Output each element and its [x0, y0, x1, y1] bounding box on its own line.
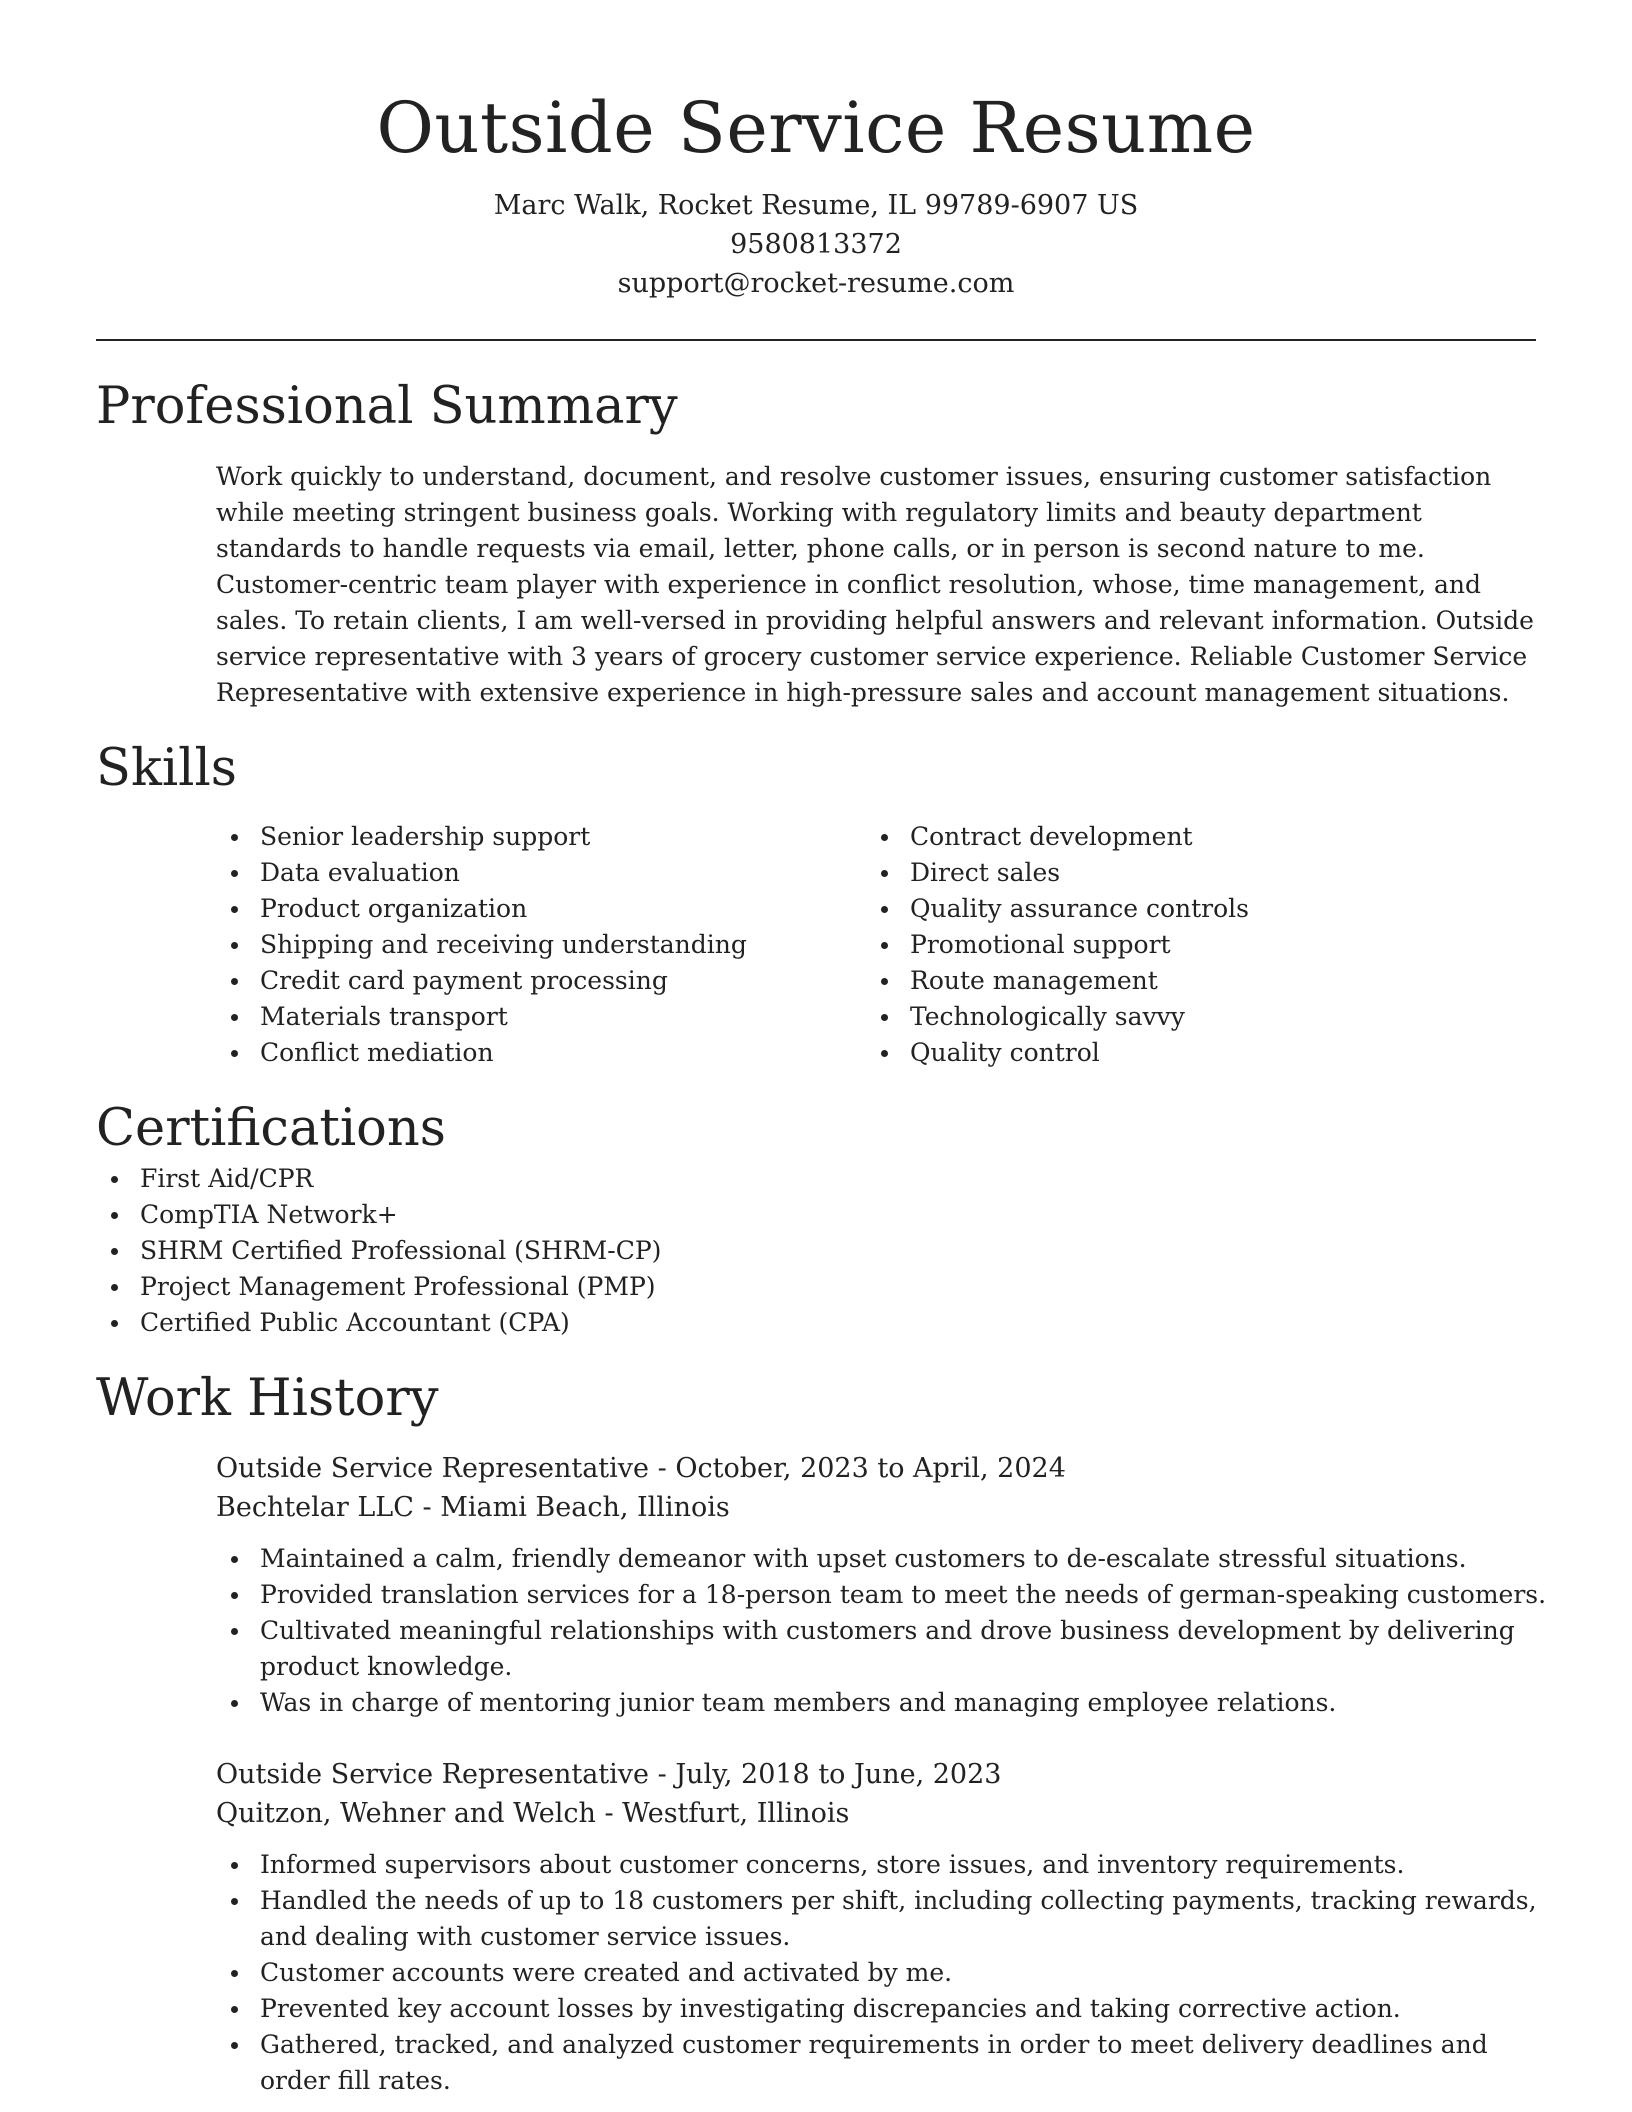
- job-role: Outside Service Representative: [216, 1453, 650, 1484]
- certifications-list: [96, 1161, 1536, 1341]
- skills-heading: Skills: [96, 739, 237, 798]
- skill-item: Materials transport: [216, 999, 866, 1035]
- skill-item: Conflict mediation: [216, 1035, 866, 1071]
- certification-item: Certified Public Accountant (CPA): [96, 1305, 1536, 1341]
- job-dates: July, 2018 to June, 2023: [675, 1759, 1002, 1790]
- separator: -: [657, 1453, 667, 1484]
- job-bullet: Cultivated meaningful relationships with customers and drove business development by delivering product knowledge.: [216, 1613, 1546, 1685]
- job-bullet: Customer accounts were created and activated by me.: [216, 1955, 1546, 1991]
- job-entry: [216, 1449, 1547, 1721]
- job-location: Miami Beach, Illinois: [440, 1492, 730, 1523]
- job-bullet: Handled the needs of up to 18 customers per shift, including collecting payments, tracking rewards, and dealing with customer service issues.: [216, 1883, 1546, 1955]
- skills-columns: [216, 819, 1536, 1071]
- job-bullet: Provided translation services for a 18-person team to meet the needs of german-speaking customers.: [216, 1577, 1546, 1613]
- contact-block: [96, 186, 1536, 303]
- work-history-heading: Work History: [96, 1369, 439, 1428]
- job-role: Outside Service Representative: [216, 1759, 650, 1790]
- skill-item: Senior leadership support: [216, 819, 866, 855]
- skill-item: Shipping and receiving understanding: [216, 927, 866, 963]
- header-divider: [96, 339, 1536, 341]
- skill-item: Direct sales: [866, 855, 1516, 891]
- job-title-line: [216, 1755, 1536, 1794]
- job-title-line: [216, 1449, 1536, 1488]
- job-bullets: [216, 1847, 1546, 2099]
- summary-text: Work quickly to understand, document, and resolve customer issues, ensuring customer satisfaction while meeting stringent business goals. Working with regulatory limits and beauty department standards to handle requests via email, letter, phone calls, or in person is second nature to me. Customer-centric team player with experience in conflict resolution, whose, time management, and sales. To retain clients, I am well-versed in providing helpful answers and relevant information. Outside service representative with 3 years of grocery customer service experience. Reliable Customer Service Representative with extensive experience in high-pressure sales and account management situations.: [216, 462, 1534, 707]
- resume-title: Outside Service Resume: [376, 87, 1256, 169]
- job-bullet: Informed supervisors about customer concerns, store issues, and inventory requirements.: [216, 1847, 1546, 1883]
- skill-item: Data evaluation: [216, 855, 866, 891]
- certification-item: Project Management Professional (PMP): [96, 1269, 1536, 1305]
- skill-item: Credit card payment processing: [216, 963, 866, 999]
- skill-item: Route management: [866, 963, 1516, 999]
- job-bullet: Prevented key account losses by investigating discrepancies and taking corrective action.: [216, 1991, 1546, 2027]
- separator: -: [604, 1798, 614, 1829]
- separator: -: [422, 1492, 432, 1523]
- certification-item: CompTIA Network+: [96, 1197, 1536, 1233]
- skill-item: Quality assurance controls: [866, 891, 1516, 927]
- summary-section: [96, 375, 1536, 711]
- job-bullet: Was in charge of mentoring junior team members and managing employee relations.: [216, 1685, 1546, 1721]
- certification-item: SHRM Certified Professional (SHRM-CP): [96, 1233, 1536, 1269]
- skill-item: Technologically savvy: [866, 999, 1516, 1035]
- skill-item: Quality control: [866, 1035, 1516, 1071]
- separator: -: [657, 1759, 667, 1790]
- skill-item: Promotional support: [866, 927, 1516, 963]
- skills-left-column: [216, 819, 866, 1071]
- contact-email: support@rocket-resume.com: [617, 268, 1015, 299]
- job-location: Westfurt, Illinois: [622, 1798, 850, 1829]
- job-company: Bechtelar LLC: [216, 1492, 414, 1523]
- job-bullet: Maintained a calm, friendly demeanor with upset customers to de-escalate stressful situations.: [216, 1541, 1546, 1577]
- work-history-section: [96, 1367, 1547, 2099]
- certifications-section: [96, 1097, 1536, 1341]
- job-dates: October, 2023 to April, 2024: [675, 1453, 1066, 1484]
- job-company-line: [216, 1794, 1536, 1833]
- job-bullet: Gathered, tracked, and analyzed customer requirements in order to meet delivery deadlines and order fill rates.: [216, 2027, 1546, 2099]
- contact-address: Marc Walk, Rocket Resume, IL 99789-6907 US: [493, 190, 1139, 221]
- job-bullets: [216, 1541, 1546, 1721]
- certifications-heading: Certifications: [96, 1099, 446, 1158]
- skill-item: Product organization: [216, 891, 866, 927]
- summary-heading: Professional Summary: [96, 377, 678, 436]
- skills-section: [96, 737, 1536, 1071]
- certification-item: First Aid/CPR: [96, 1161, 1536, 1197]
- skills-right-column: [866, 819, 1516, 1071]
- job-company: Quitzon, Wehner and Welch: [216, 1798, 596, 1829]
- skill-item: Contract development: [866, 819, 1516, 855]
- job-company-line: [216, 1488, 1536, 1527]
- job-entry: [216, 1755, 1536, 2099]
- contact-phone: 9580813372: [730, 229, 902, 260]
